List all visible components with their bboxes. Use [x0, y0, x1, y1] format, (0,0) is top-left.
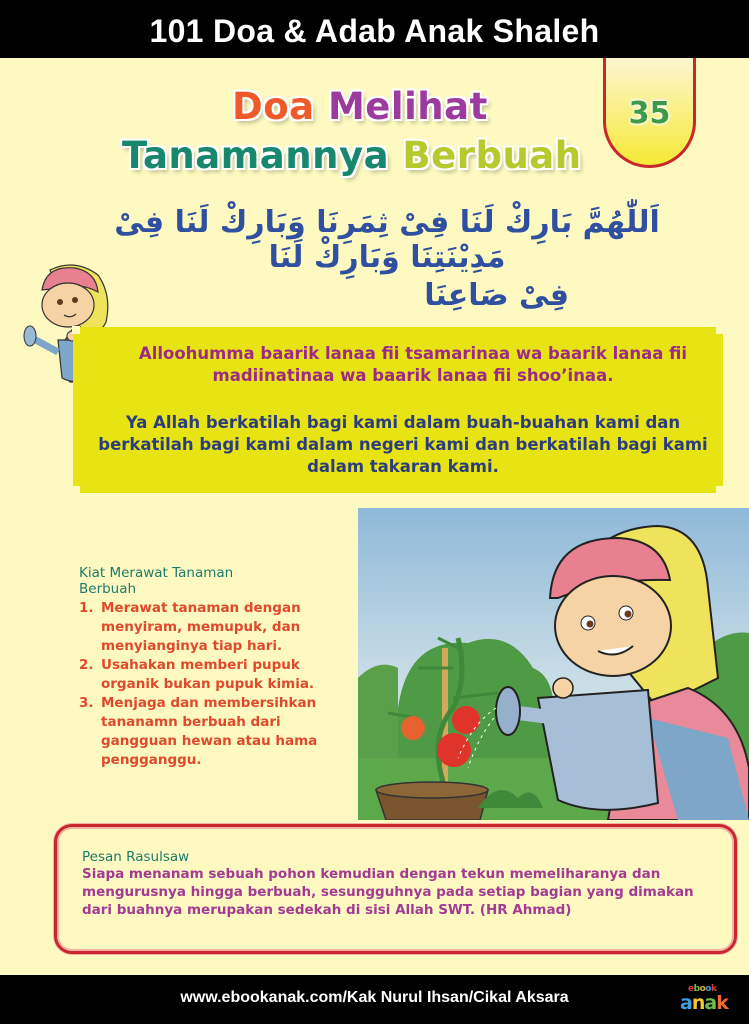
title-word-berbuah: Berbuah: [402, 134, 582, 177]
tip-number: 2.: [79, 657, 94, 673]
arabic-prayer-line2: فِىْ صَاعِنَا: [424, 278, 569, 313]
tip-number: 1.: [79, 600, 94, 616]
tip-text: Merawat tanaman dengan menyiram, memupuk, dan menyianginya tiap hari.: [101, 600, 301, 654]
tips-section: [79, 565, 359, 770]
tip-item: [79, 694, 359, 770]
book-title-bar: [0, 0, 749, 58]
book-title: 101 Doa & Adab Anak Shaleh: [149, 13, 600, 49]
page-number: 35: [628, 96, 671, 131]
tip-number: 3.: [79, 695, 94, 711]
box-notch: [716, 486, 724, 494]
footer-bar: [0, 975, 749, 1024]
page-title-line1: [232, 85, 488, 128]
girl-watering-tomato-plant-illustration: [358, 508, 749, 820]
prayer-transliteration: Alloohumma baarik lanaa fii tsamarinaa wa baarik lanaa fii madiinatinaa wa baarik lanaa fii shoo’inaa.: [138, 344, 688, 385]
tips-title: Kiat Merawat Tanaman Berbuah: [79, 565, 234, 597]
logo-text-top: ebook: [688, 984, 717, 994]
tip-item: [79, 656, 359, 694]
tip-item: [79, 599, 359, 656]
prayer-box: [73, 327, 723, 493]
tip-text: Usahakan memberi pupuk organik bukan pupuk kimia.: [101, 657, 315, 692]
box-notch: [72, 486, 80, 494]
hadith-title: Pesan Rasulsaw: [82, 849, 190, 865]
title-word-tanamannya: Tanamannya: [122, 134, 403, 177]
box-notch: [72, 326, 80, 334]
footer-credit: www.ebookanak.com/Kak Nurul Ihsan/Cikal Aksara: [180, 989, 569, 1006]
tips-list: [79, 599, 359, 770]
logo-text-bottom: anak: [680, 992, 728, 1014]
scene-drawing: [358, 508, 749, 820]
page-number-tab: [603, 58, 696, 168]
title-word-melihat: Melihat: [327, 85, 488, 128]
ebookanak-logo: [680, 984, 728, 1016]
page-title-line2: [122, 134, 582, 177]
arabic-prayer-line1: اَللّٰهُمَّ بَارِكْ لَنَا فِىْ ثِمَرِنَا وَبَارِكْ لَنَا فِىْ مَدِيْنَتِنَا وَبَارِكْ لَنَا: [114, 205, 660, 275]
prayer-translation: Ya Allah berkatilah bagi kami dalam buah-buahan kami dan berkatilah bagi kami dalam negeri kami dan berkatilah bagi kami dalam takaran kami.: [98, 413, 708, 476]
tip-text: Menjaga dan membersihkan tananamn berbuah dari gangguan hewan atau hama pengganggu.: [101, 695, 318, 768]
hadith-box: [54, 824, 737, 954]
title-word-doa: Doa: [232, 85, 328, 128]
hadith-text: Siapa menanam sebuah pohon kemudian dengan tekun memeliharanya dan mengurusnya hingga berbuah, sesungguhnya pada setiap bagian yang dimakan dari buahnya merupakan sedekah di sisi Allah SWT. (HR Ahmad): [82, 866, 694, 918]
box-notch: [716, 326, 724, 334]
